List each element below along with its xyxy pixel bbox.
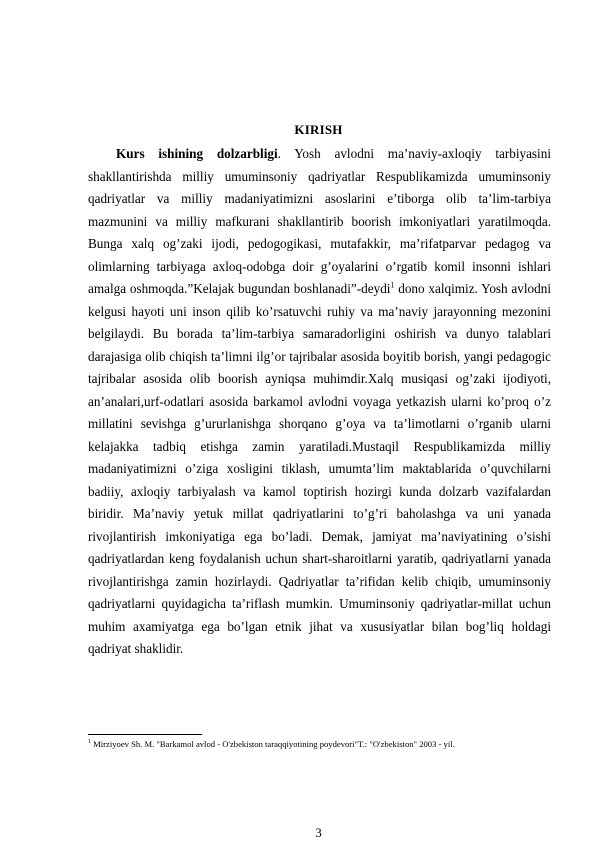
paragraph-text-part-1: . Yosh avlodni ma’naviy-axloqiy tarbiyasini shakllantirishda milliy umuminsoniy qadriyatlar Respublikamizda umuminsoniy qadriyatlar va milliy madaniyatimizni asoslarini e’tiborga olib ta’lim-tarbiya mazmunini va milliy mafkurani shakllantirib boorish imkoniyatlari yaratilmoqda. Bunga xalq og’zaki ijodi, pedogogikasi, mutafakkir, ma’rifatparvar pedagog va olimlarning tarbiyaga axloq-odobga doir g’oyalarini o’rgatib komil insonni ishlari amalga oshmoqda.”Kelajak bugundan boshlanadi”-deydi (88, 146, 551, 296)
paragraph-lead: Kurs ishining dolzarbligi (116, 146, 278, 161)
footnote-separator (88, 734, 202, 735)
footnote-mark: 1 (88, 739, 91, 746)
paragraph-text-part-2: dono xalqimiz. Yosh avlodni kelgusi hayoti uni inson qilib ko’rsatuvchi ruhiy va ma’naviy jarayonning mezonini belgilaydi. Bu borada ta’lim-tarbiya samaradorligini oshirish va dunyo talablari darajasiga olib chiqish ta’limni ilg’or tajribalar asosida boyitib borish, yangi pedagogic tajribalar asosida olib boorish ayniqsa muhimdir.Xalq musiqasi og’zaki ijodiyoti, an’analari,urf-odatlari asosida barkamol avlodni voyaga yetkazish ularni ko’proq o’z millatini sevishga g’ururlanishga shorqano g’oya va ta’limotlarni o’rganib ularni kelajakka tadbiq etishga zamin yaratiladi.Mustaqil Respublikamizda milliy madaniyatimizni o’ziga xosligini tiklash, umumta’lim maktablarida o’quvchilarni badiiy, axloqiy tarbiyalash va kamol toptirish hozirgi kunda dolzarb vazifalardan biridir. Ma’naviy yetuk millat qadriyatlarini to’g’ri baholashga va uni yanada rivojlantirish imkoniyatiga ega bo’ladi. Demak, jamiyat ma’naviyatining o’sishi qadriyatlardan keng foydalanish uchun shart-sharoitlarni yaratib, qadriyatlarni yanada rivojlantirishga zamin hozirlaydi. Qadriyatlar ta’rifidan kelib chiqib, umuminsoniy qadriyatlarni quyidagicha ta’riflash mumkin. Umuminsoniy qadriyatlar-millat uchun muhim axamiyatga ega bo’lgan etnik jihat va xususiyatlar bilan bog’liq holdagi qadriyat shaklidir. (88, 281, 551, 656)
footnote-text: Mirziyoev Sh. M. "Barkamol avlod - O'zbekiston taraqqiyotining poydevori"T.: "O'zbekiston" 2003 - yil. (91, 739, 455, 749)
page-number: 3 (315, 825, 322, 840)
body-paragraph (88, 143, 551, 661)
footnote (88, 738, 558, 750)
section-heading: KIRISH (294, 122, 343, 137)
footnote-reference[interactable]: 1 (390, 280, 395, 290)
